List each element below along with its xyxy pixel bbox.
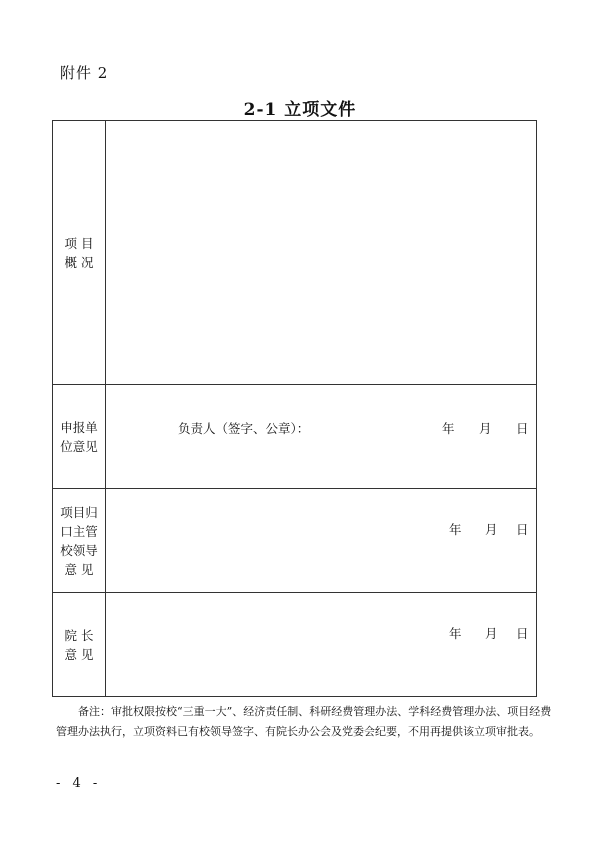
remarks-note: 备注：审批权限按校“三重一大”、经济责任制、科研经费管理办法、学科经费管理办法、项目经费管理办法执行，立项资料已有校领导签字、有院长办公会及党委会纪要，不用再提供该立项审批表。 — [56, 705, 552, 738]
date-year: 年 — [449, 522, 462, 537]
applicant-unit-opinion-field[interactable] — [106, 385, 537, 489]
date-month: 月 — [485, 522, 498, 537]
date-year: 年 — [449, 626, 462, 641]
president-opinion-row — [53, 593, 537, 697]
supervising-leader-opinion-label: 项目归 口主管 校领导 意 见 — [53, 489, 106, 593]
date-year: 年 — [442, 421, 455, 436]
president-opinion-field[interactable] — [106, 593, 537, 697]
date-month: 月 — [479, 421, 492, 436]
supervising-leader-opinion-row — [53, 489, 537, 593]
project-overview-field[interactable] — [106, 121, 537, 385]
attachment-label: 附件 2 — [60, 64, 109, 82]
date-month: 月 — [485, 626, 498, 641]
document-title: 2-1 立项文件 — [243, 100, 357, 120]
date-day: 日 — [516, 421, 529, 436]
page-number: - 4 - — [56, 776, 102, 791]
date-day: 日 — [516, 626, 529, 641]
applicant-unit-opinion-label: 申报单 位意见 — [53, 385, 106, 489]
project-overview-row — [53, 121, 537, 385]
approval-form-table — [52, 120, 537, 697]
date-day: 日 — [516, 522, 529, 537]
president-opinion-label: 院 长 意 见 — [53, 593, 106, 697]
applicant-unit-opinion-row — [53, 385, 537, 489]
project-overview-label: 项 目 概 况 — [53, 121, 106, 385]
supervising-leader-opinion-field[interactable] — [106, 489, 537, 593]
signature-label: 负责人（签字、公章）： — [178, 421, 310, 436]
